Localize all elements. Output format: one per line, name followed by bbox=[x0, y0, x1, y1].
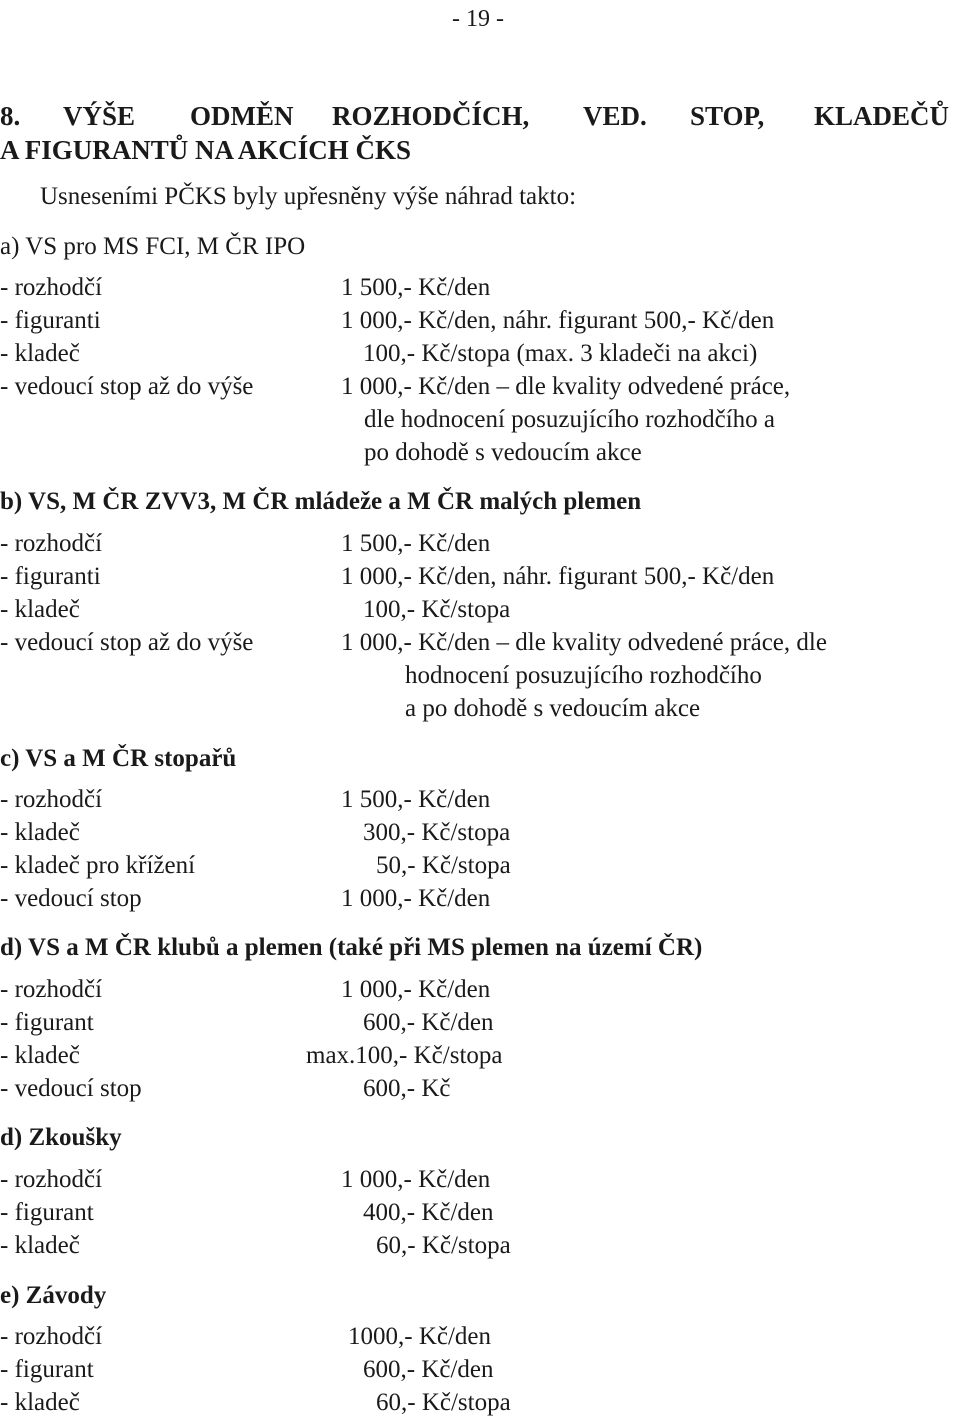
section-title: d) VS a M ČR klubů a plemen (také při MS plemen na území ČR) bbox=[0, 934, 703, 961]
row-label: - vedoucí stop až do výše bbox=[0, 373, 254, 400]
heading-word: ODMĚN bbox=[190, 101, 294, 131]
row-label: - vedoucí stop až do výše bbox=[0, 629, 254, 656]
row-value: 100,- Kč/stopa bbox=[363, 596, 511, 623]
section-title: c) VS a M ČR stopařů bbox=[0, 745, 237, 772]
row-label: - rozhodčí bbox=[0, 530, 103, 557]
row-label: - kladeč bbox=[0, 819, 80, 846]
row-value: 400,- Kč/den bbox=[363, 1199, 494, 1226]
row-label: - rozhodčí bbox=[0, 1166, 103, 1193]
row-label: - figuranti bbox=[0, 563, 101, 590]
page-number: - 19 - bbox=[452, 6, 504, 32]
section-title: b) VS, M ČR ZVV3, M ČR mládeže a M ČR malých plemen bbox=[0, 488, 642, 515]
heading-word: ROZHODČÍCH, bbox=[332, 101, 530, 131]
row-label: - kladeč bbox=[0, 596, 80, 623]
row-value: 1 500,- Kč/den bbox=[341, 786, 491, 813]
row-value: 1 000,- Kč/den bbox=[341, 976, 491, 1003]
row-label: - kladeč bbox=[0, 1042, 80, 1069]
heading-word: KLADEČŮ bbox=[814, 101, 950, 131]
row-value: 1000,- Kč/den bbox=[348, 1323, 492, 1350]
row-value: 1 000,- Kč/den – dle kvality odvedené práce, dle bbox=[341, 629, 827, 656]
row-label: - kladeč pro křížení bbox=[0, 852, 196, 879]
row-label: - kladeč bbox=[0, 1232, 80, 1259]
row-label: - figurant bbox=[0, 1199, 94, 1226]
row-value: 60,- Kč/stopa bbox=[376, 1232, 511, 1259]
row-value: 1 000,- Kč/den – dle kvality odvedené práce, bbox=[341, 373, 791, 400]
row-value: 600,- Kč/den bbox=[363, 1009, 494, 1036]
section-title: e) Závody bbox=[0, 1282, 107, 1309]
row-label: - rozhodčí bbox=[0, 274, 103, 301]
row-label: - kladeč bbox=[0, 1389, 80, 1416]
row-value: 300,- Kč/stopa bbox=[363, 819, 511, 846]
row-label: - figuranti bbox=[0, 307, 101, 334]
row-value: 1 000,- Kč/den, náhr. figurant 500,- Kč/den bbox=[341, 307, 775, 334]
row-label: - vedoucí stop bbox=[0, 885, 142, 912]
row-value: 600,- Kč/den bbox=[363, 1356, 494, 1383]
section-title: a) VS pro MS FCI, M ČR IPO bbox=[0, 233, 306, 260]
row-continuation: hodnocení posuzujícího rozhodčího bbox=[405, 662, 762, 689]
heading-word: 8. bbox=[0, 101, 21, 131]
intro-text: Usneseními PČKS byly upřesněny výše náhrad takto: bbox=[40, 183, 577, 210]
row-value: 1 000,- Kč/den, náhr. figurant 500,- Kč/den bbox=[341, 563, 775, 590]
row-label: - figurant bbox=[0, 1356, 94, 1383]
row-value: 60,- Kč/stopa bbox=[376, 1389, 511, 1416]
heading-word: VED. bbox=[583, 101, 647, 131]
row-value: 1 000,- Kč/den bbox=[341, 885, 491, 912]
row-value: 100,- Kč/stopa (max. 3 kladeči na akci) bbox=[363, 340, 758, 367]
row-value: 1 000,- Kč/den bbox=[341, 1166, 491, 1193]
row-continuation: po dohodě s vedoucím akce bbox=[364, 439, 642, 466]
row-value: 1 500,- Kč/den bbox=[341, 530, 491, 557]
row-value: 50,- Kč/stopa bbox=[376, 852, 511, 879]
heading-line-2: A FIGURANTŮ NA AKCÍCH ČKS bbox=[0, 135, 412, 165]
row-label: - rozhodčí bbox=[0, 976, 103, 1003]
row-value: 1 500,- Kč/den bbox=[341, 274, 491, 301]
row-continuation: a po dohodě s vedoucím akce bbox=[405, 695, 701, 722]
row-value: max.100,- Kč/stopa bbox=[306, 1042, 503, 1069]
row-label: - rozhodčí bbox=[0, 1323, 103, 1350]
row-value: 600,- Kč bbox=[363, 1075, 451, 1102]
heading-word: STOP, bbox=[690, 101, 765, 131]
heading-word: VÝŠE bbox=[63, 101, 136, 131]
section-title: d) Zkoušky bbox=[0, 1124, 122, 1151]
row-label: - figurant bbox=[0, 1009, 94, 1036]
row-continuation: dle hodnocení posuzujícího rozhodčího a bbox=[364, 406, 775, 433]
row-label: - kladeč bbox=[0, 340, 80, 367]
row-label: - vedoucí stop bbox=[0, 1075, 142, 1102]
row-label: - rozhodčí bbox=[0, 786, 103, 813]
